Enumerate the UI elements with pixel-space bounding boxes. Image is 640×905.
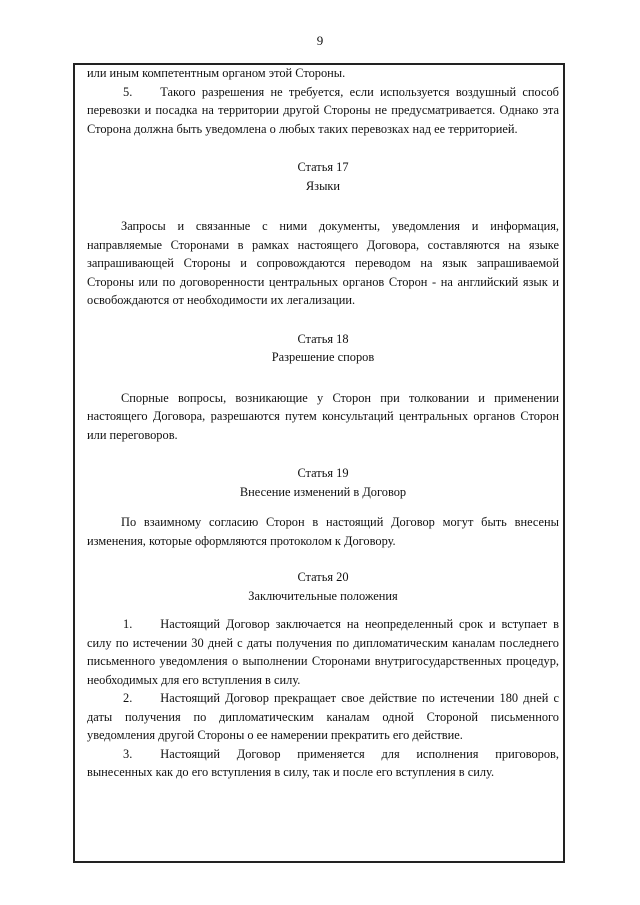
article-18-paragraph: Спорные вопросы, возникающие у Сторон при толковании и применении настоящего Договора, разрешаются путем консультаций центральных органов Сторон или переговоров. (87, 390, 559, 442)
article-20-title: Заключительные положения (248, 588, 398, 603)
article-20-item-2-text: Настоящий Договор прекращает свое действие по истечении 180 дней с даты получения по дипломатическим каналам одной Стороной письменного уведомления другой Стороны о ее намерении прекратить его действие. (87, 691, 559, 742)
item-5 (87, 83, 559, 139)
article-18-label: Статья 18 (297, 331, 349, 346)
article-20-label: Статья 20 (297, 570, 349, 584)
article-18 (87, 330, 559, 445)
article-20-item-3-number: 3. (123, 746, 133, 761)
page-number: 9 (316, 33, 324, 48)
article-18-title: Разрешение споров (271, 350, 375, 364)
article-20-item-1-number: 1. (123, 617, 133, 631)
continuation-line: или иным компетентным органом этой Стороны. (87, 66, 346, 80)
article-17-paragraph: Запросы и связанные с ними документы, уведомления и информация, направляемые Сторонами в рамках настоящего Договора, составляются на языке запрашивающей Стороны и сопровождаются переводом на язык запрашиваемой Стороны или по договоренности центральных органов Сторон - на английский язык и освобождаются от необходимости их легализации. (87, 219, 559, 307)
article-20-item-1-text: Настоящий Договор заключается на неопределенный срок и вступает в силу по истечении 30 дней с даты получения по дипломатическим каналам последнего письменного уведомления о выполнении Сторонами внутригосударственных процедур, необходимых для его вступления в силу. (87, 617, 559, 687)
article-20-item-1 (87, 615, 559, 689)
article-20-item-3 (87, 745, 559, 782)
article-17 (87, 158, 559, 310)
item-5-number: 5. (123, 84, 133, 99)
article-17-label: Статья 17 (297, 160, 349, 174)
article-19-label: Статья 19 (297, 466, 349, 480)
article-20-item-2 (87, 689, 559, 745)
article-19-paragraph: По взаимному согласию Сторон в настоящий Договор могут быть внесены изменения, которые оформляются протоколом к Договору. (87, 515, 559, 548)
article-19-title: Внесение изменений в Договор (239, 484, 407, 499)
article-20-item-3-text: Настоящий Договор применяется для исполнения приговоров, вынесенных как до его вступления в силу, так и после его вступления в силу. (87, 746, 559, 779)
article-17-title: Языки (305, 178, 341, 193)
article-20 (87, 568, 559, 782)
document-body (87, 64, 559, 782)
article-19 (87, 464, 559, 550)
article-20-item-2-number: 2. (123, 691, 133, 705)
item-5-text: Такого разрешения не требуется, если используется воздушный способ перевозки и посадка на территории другой Стороны не предусматривается. Однако эта Сторона должна быть уведомлена о любых таких перевозках над ее территорией. (87, 84, 559, 136)
